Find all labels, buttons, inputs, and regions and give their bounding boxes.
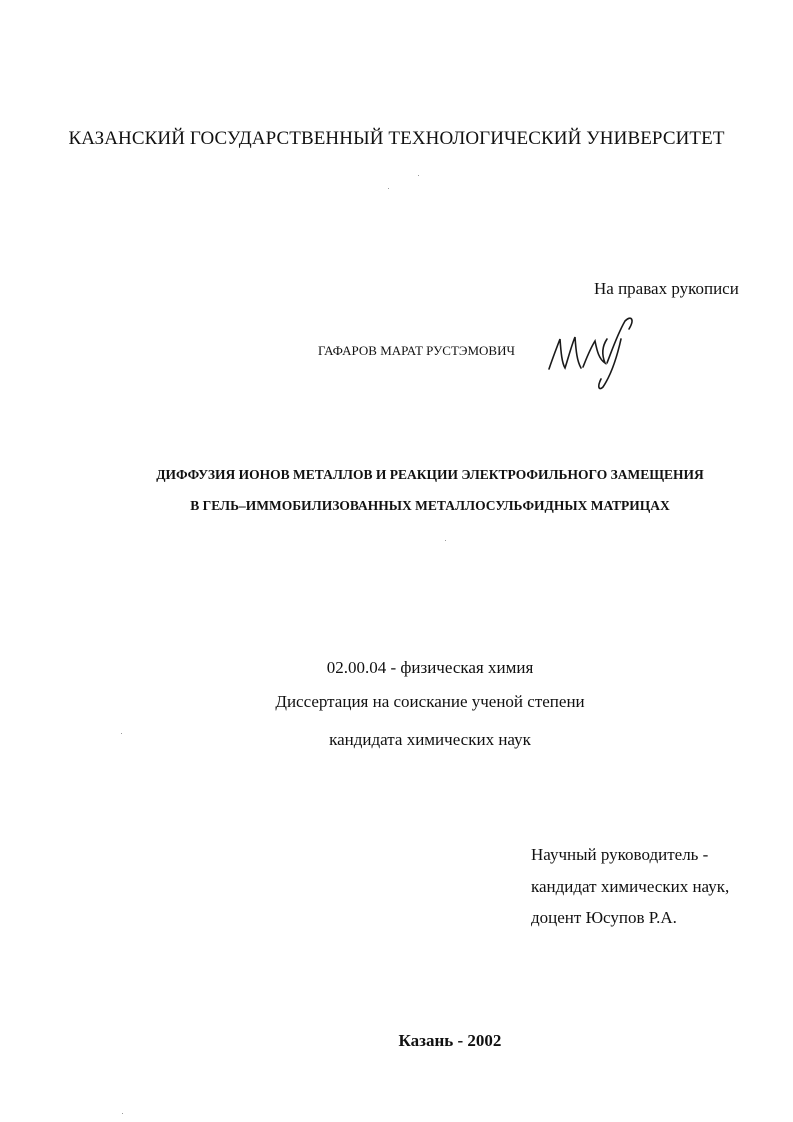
dissertation-title-line-1: ДИФФУЗИЯ ИОНОВ МЕТАЛЛОВ И РЕАКЦИИ ЭЛЕКТРОФИЛЬНОГО ЗАМЕЩЕНИЯ bbox=[156, 467, 704, 482]
scan-speck bbox=[388, 188, 389, 189]
advisor-line-2: кандидат химических наук, bbox=[531, 877, 730, 896]
scan-speck bbox=[418, 175, 419, 176]
specialty-code: 02.00.04 - физическая химия bbox=[326, 658, 534, 677]
author-name: ГАФАРОВ МАРАТ РУСТЭМОВИЧ bbox=[318, 343, 515, 358]
scan-speck bbox=[121, 733, 122, 734]
city-year: Казань - 2002 bbox=[398, 1031, 502, 1050]
university-name: КАЗАНСКИЙ ГОСУДАРСТВЕННЫЙ ТЕХНОЛОГИЧЕСКИЙ УНИВЕРСИТЕТ bbox=[68, 128, 725, 149]
scan-speck bbox=[445, 540, 446, 541]
dissertation-title-line-2: В ГЕЛЬ–ИММОБИЛИЗОВАННЫХ МЕТАЛЛОСУЛЬФИДНЫХ МАТРИЦАХ bbox=[190, 498, 670, 513]
advisor-line-1: Научный руководитель - bbox=[531, 845, 709, 864]
scan-speck bbox=[122, 1113, 123, 1114]
degree-line-1: Диссертация на соискание ученой степени bbox=[275, 692, 585, 711]
manuscript-rights-note: На правах рукописи bbox=[594, 279, 739, 298]
author-signature bbox=[545, 313, 640, 393]
degree-line-2: кандидата химических наук bbox=[329, 730, 531, 749]
advisor-line-3: доцент Юсупов Р.А. bbox=[531, 908, 677, 927]
